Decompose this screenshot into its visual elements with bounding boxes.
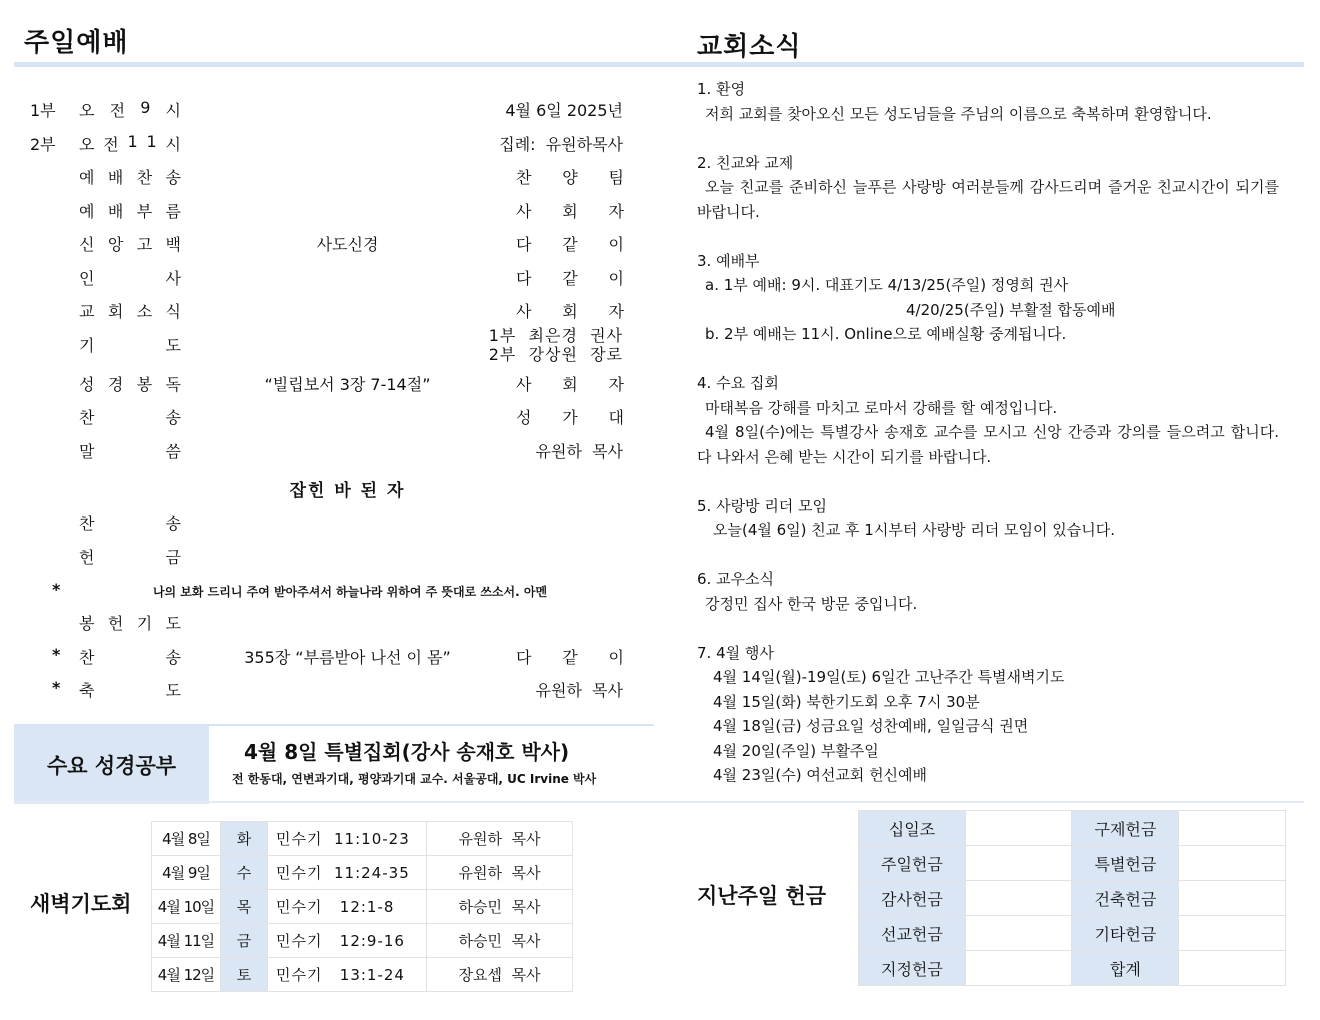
- worship-item: [79, 266, 181, 289]
- worship-item-char: 9: [140, 98, 151, 117]
- news-heading: 1. 환영: [697, 80, 746, 98]
- dawn-leader: 하승민 목사: [427, 890, 573, 924]
- worship-item-char: 기: [79, 336, 95, 355]
- section-divider: [14, 801, 1304, 803]
- news-item: [697, 77, 1279, 126]
- dawn-date: 4월 8일: [152, 822, 221, 856]
- dawn-date: 4월 10일: [152, 890, 221, 924]
- worship-item-char: 헌: [107, 614, 124, 633]
- worship-row: [0, 299, 660, 329]
- dawn-date: 4월 11일: [152, 924, 221, 958]
- offering-amount: [965, 916, 1072, 951]
- worship-item: [79, 232, 181, 255]
- news-item: [697, 494, 1279, 543]
- worship-item-char: 예: [79, 168, 95, 187]
- worship-leader-char: 자: [608, 375, 624, 394]
- dawn-passage: 민수기 12:9-16: [268, 924, 427, 958]
- worship-item: [79, 611, 181, 634]
- worship-item-char: 오: [79, 101, 95, 120]
- worship-item-char: 시: [165, 135, 181, 154]
- worship-item: [79, 405, 181, 428]
- news-text: 4월 20일(주일) 부활주일: [713, 741, 879, 760]
- news-text: b. 2부 예배는 11시. Online으로 예배실황 중계됩니다.: [705, 325, 1067, 343]
- dawn-passage: 민수기 11:24-35: [268, 856, 427, 890]
- worship-item-char: 봉: [79, 614, 95, 633]
- dawn-day: 목: [221, 890, 268, 924]
- worship-item: [79, 132, 181, 155]
- offering-amount: [1179, 811, 1286, 846]
- worship-detail: “빌립보서 3장 7-14절”: [264, 375, 431, 394]
- worship-leader-char: 다: [516, 235, 532, 254]
- offering-table: [858, 810, 1286, 986]
- worship-row: [0, 266, 660, 296]
- worship-item-char: 인: [79, 269, 95, 288]
- worship-leader: 4월 6일 2025년: [505, 101, 623, 120]
- page-title-news: 교회소식: [697, 32, 802, 62]
- offering-amount: [1179, 881, 1286, 916]
- worship-item-char: 사: [165, 269, 181, 288]
- dawn-day: 수: [221, 856, 268, 890]
- worship-row: [0, 511, 660, 541]
- worship-leader-char: 같: [562, 648, 578, 667]
- dawn-leader: 유원하 목사: [427, 822, 573, 856]
- worship-row: [0, 165, 660, 195]
- dawn-passage: 민수기 13:1-24: [268, 958, 427, 992]
- offering-amount: [1179, 846, 1286, 881]
- worship-leader-char: 사: [516, 302, 532, 321]
- worship-leader: 집례: 유원하목사: [499, 135, 623, 154]
- news-heading: 6. 교우소식: [697, 570, 775, 588]
- offering-category: 감사헌금: [859, 881, 966, 916]
- worship-leader-char: 사: [516, 375, 532, 394]
- worship-leader-char: 팀: [608, 168, 624, 187]
- worship-item-char: 교: [79, 302, 95, 321]
- worship-leader: [516, 165, 624, 188]
- worship-item-char: 말: [79, 442, 95, 461]
- dawn-prayer-label: 새벽기도회: [30, 892, 132, 916]
- worship-item-char: 고: [136, 235, 153, 254]
- worship-part: 1부: [30, 101, 56, 120]
- worship-item: [79, 199, 181, 222]
- worship-row: [0, 199, 660, 229]
- offering-category: 구제헌금: [1072, 811, 1179, 846]
- table-row: [152, 958, 573, 992]
- table-row: [859, 916, 1286, 951]
- worship-item-char: 찬: [136, 168, 153, 187]
- dawn-date: 4월 9일: [152, 856, 221, 890]
- table-row: [859, 881, 1286, 916]
- worship-leader: [516, 645, 624, 668]
- worship-item-char: 씀: [165, 442, 181, 461]
- worship-leader: 유원하 목사: [535, 442, 623, 461]
- dawn-prayer-table: [151, 821, 573, 992]
- worship-leader-char: 사: [516, 202, 532, 221]
- wednesday-subtitle: 전 한동대, 연변과기대, 평양과기대 교수. 서울공대, UC Irvine 박사: [232, 772, 597, 786]
- news-text: 4월 14일(월)-19일(토) 6일간 고난주간 특별새벽기도: [713, 668, 1065, 686]
- worship-leader: 1부 최은경 권사 2부 강상원 장로: [488, 326, 623, 364]
- offering-amount: [1179, 951, 1286, 986]
- worship-item-char: 금: [165, 548, 181, 567]
- asterisk: *: [52, 645, 61, 664]
- asterisk: *: [52, 580, 61, 599]
- worship-item-char: 기: [136, 614, 153, 633]
- offering-amount: [965, 951, 1072, 986]
- dawn-leader: 유원하 목사: [427, 856, 573, 890]
- worship-leader-char: 자: [608, 302, 624, 321]
- news-item: [697, 371, 1279, 469]
- worship-item-char: 식: [165, 302, 181, 321]
- worship-leader: 유원하 목사: [535, 681, 623, 700]
- news-item: [697, 641, 1279, 788]
- worship-leader-char: 회: [562, 202, 578, 221]
- worship-item-char: 헌: [79, 548, 95, 567]
- worship-item-char: 백: [165, 235, 181, 254]
- worship-item-char: 송: [165, 408, 181, 427]
- offering-category: 특별헌금: [1072, 846, 1179, 881]
- worship-item-char: 전: [109, 101, 126, 120]
- worship-detail: 355장 “부름받아 나선 이 몸”: [244, 648, 451, 667]
- worship-order: [0, 0, 660, 720]
- worship-item-char: 1: [127, 132, 138, 151]
- news-item: [697, 567, 1279, 616]
- news-heading: 4. 수요 집회: [697, 374, 779, 392]
- dawn-date: 4월 12일: [152, 958, 221, 992]
- table-row: [859, 811, 1286, 846]
- news-text: 강정민 집사 한국 방문 중입니다.: [705, 594, 918, 613]
- worship-row: [0, 545, 660, 575]
- worship-leader-char: 대: [608, 408, 624, 427]
- news-item: [697, 249, 1279, 347]
- worship-item: [79, 299, 181, 322]
- table-row: [152, 890, 573, 924]
- worship-item: [79, 333, 181, 356]
- worship-item-char: 경: [107, 375, 124, 394]
- news-text: a. 1부 예배: 9시. 대표기도 4/13/25(주일) 정영희 권사: [705, 276, 1069, 294]
- worship-item-char: 1: [146, 132, 157, 151]
- worship-row: [0, 232, 660, 262]
- page-title-worship: 주일예배: [24, 28, 129, 58]
- news-heading: 5. 사랑방 리더 모임: [697, 496, 828, 515]
- worship-row: [0, 439, 660, 469]
- worship-leader-char: 이: [608, 648, 624, 667]
- offering-category: 건축헌금: [1072, 881, 1179, 916]
- worship-item-char: 찬: [79, 408, 95, 427]
- dawn-leader: 하승민 목사: [427, 924, 573, 958]
- worship-item-char: 오: [79, 135, 95, 154]
- worship-item-char: 배: [107, 202, 124, 221]
- worship-row: [0, 580, 660, 610]
- news-text: 4월 8일(수)에는 특별강사 송재호 교수를 모시고 신앙 간증과 강의를 들으려고 합니다. 다 나와서 은혜 받는 시간이 되기를 바랍니다.: [697, 423, 1279, 466]
- offering-category: 합계: [1072, 951, 1179, 986]
- worship-item-char: 배: [107, 168, 124, 187]
- table-row: [152, 924, 573, 958]
- worship-item-char: 독: [165, 375, 181, 394]
- worship-leader-char: 찬: [516, 168, 532, 187]
- dawn-day: 금: [221, 924, 268, 958]
- news-text: 4월 15일(화) 북한기도회 오후 7시 30분: [713, 692, 980, 711]
- worship-item: [79, 165, 181, 188]
- worship-leader: [516, 372, 624, 395]
- news-text: 저희 교회를 찾아오신 모든 성도님들을 주님의 이름으로 축복하며 환영합니다.: [705, 104, 1212, 123]
- worship-item-char: 회: [107, 302, 124, 321]
- worship-item-char: 송: [165, 648, 181, 667]
- worship-row: [0, 326, 660, 364]
- worship-row: [0, 405, 660, 435]
- news-text: 4/20/25(주일) 부활절 합동예배: [906, 300, 1116, 319]
- worship-item-char: 도: [165, 336, 181, 355]
- dawn-day: 토: [221, 958, 268, 992]
- worship-leader-char: 이: [608, 269, 624, 288]
- worship-leader-char: 자: [608, 202, 624, 221]
- news-text: 오늘 친교를 준비하신 늘푸른 사랑방 여러분들께 감사드리며 즐거운 친교시간이 되기를 바랍니다.: [697, 178, 1279, 221]
- offering-label: 지난주일 헌금: [697, 884, 827, 908]
- worship-item-char: 앙: [107, 235, 124, 254]
- news-text: 4월 23일(수) 여선교회 헌신예배: [713, 766, 928, 784]
- wednesday-label: 수요 성경공부: [14, 726, 209, 804]
- news-heading: 3. 예배부: [697, 251, 760, 270]
- worship-item-char: 찬: [79, 514, 95, 533]
- worship-row: [0, 132, 660, 162]
- offering-category: 주일헌금: [859, 846, 966, 881]
- worship-item: [79, 511, 181, 534]
- worship-item-char: 성: [79, 375, 95, 394]
- worship-leader-char: 가: [562, 408, 578, 427]
- offering-amount: [965, 881, 1072, 916]
- worship-row: [0, 678, 660, 708]
- worship-leader: [516, 266, 624, 289]
- worship-item: [79, 545, 181, 568]
- worship-leader-char: 이: [608, 235, 624, 254]
- worship-item-char: 전: [103, 135, 119, 154]
- worship-item-char: 도: [165, 614, 181, 633]
- wednesday-title: 4월 8일 특별집회(강사 송재호 박사): [244, 740, 570, 764]
- table-row: [152, 856, 573, 890]
- worship-leader-char: 회: [562, 375, 578, 394]
- table-row: [859, 846, 1286, 881]
- dawn-passage: 민수기 11:10-23: [268, 822, 427, 856]
- worship-item-char: 송: [165, 514, 181, 533]
- worship-item: [79, 372, 181, 395]
- offering-category: 선교헌금: [859, 916, 966, 951]
- worship-leader: [516, 232, 624, 255]
- news-heading: 2. 친교와 교제: [697, 153, 794, 172]
- offering-category: 십일조: [859, 811, 966, 846]
- worship-row: [0, 98, 660, 128]
- table-row: [152, 822, 573, 856]
- worship-item-char: 예: [79, 202, 95, 221]
- offering-amount: [965, 811, 1072, 846]
- sermon-title: 잡힌 바 된 자: [289, 481, 406, 501]
- worship-item-char: 축: [79, 681, 95, 700]
- table-row: [859, 951, 1286, 986]
- worship-detail: 사도신경: [316, 235, 379, 254]
- worship-detail: 나의 보화 드리니 주여 받아주셔서 하늘나라 위하여 주 뜻대로 쓰소서. 아멘: [152, 585, 548, 599]
- offering-category: 지정헌금: [859, 951, 966, 986]
- worship-item-char: 부: [136, 202, 153, 221]
- worship-item-char: 소: [136, 302, 153, 321]
- worship-item-char: 도: [165, 681, 181, 700]
- worship-leader-char: 양: [562, 168, 578, 187]
- news-heading: 7. 4월 행사: [697, 643, 774, 662]
- worship-item-char: 신: [79, 235, 95, 254]
- asterisk: *: [52, 678, 61, 697]
- dawn-day: 화: [221, 822, 268, 856]
- dawn-passage: 민수기 12:1-8: [268, 890, 427, 924]
- news-text: 마태복음 강해를 마치고 로마서 강해를 할 예정입니다.: [705, 398, 1058, 417]
- offering-amount: [1179, 916, 1286, 951]
- worship-part: 2부: [30, 135, 56, 154]
- worship-leader-char: 같: [562, 269, 578, 288]
- news-text: 오늘(4월 6일) 친교 후 1시부터 사랑방 리더 모임이 있습니다.: [713, 521, 1116, 539]
- worship-item-char: 름: [165, 202, 181, 221]
- worship-item: [79, 98, 181, 121]
- worship-leader: [516, 199, 624, 222]
- worship-leader-char: 회: [562, 302, 578, 321]
- offering-category: 기타헌금: [1072, 916, 1179, 951]
- worship-item-char: 송: [165, 168, 181, 187]
- worship-row: [0, 372, 660, 402]
- worship-item-char: 시: [165, 101, 181, 120]
- worship-leader-char: 다: [516, 648, 532, 667]
- dawn-leader: 장요셉 목사: [427, 958, 573, 992]
- offering-amount: [965, 846, 1072, 881]
- worship-item-char: 봉: [136, 375, 153, 394]
- news-text: 4월 18일(금) 성금요일 성찬예배, 일일금식 권면: [713, 717, 1029, 735]
- worship-leader-char: 성: [516, 408, 532, 427]
- worship-leader-char: 같: [562, 235, 578, 254]
- worship-item-char: 찬: [79, 648, 95, 667]
- worship-row: [0, 611, 660, 641]
- worship-leader: [516, 405, 624, 428]
- worship-row: [0, 645, 660, 675]
- news-list: [697, 77, 1279, 788]
- news-item: [697, 151, 1279, 225]
- worship-item: [79, 678, 181, 701]
- worship-leader: [516, 299, 624, 322]
- worship-item: [79, 645, 181, 668]
- worship-item: [79, 439, 181, 462]
- worship-leader-char: 다: [516, 269, 532, 288]
